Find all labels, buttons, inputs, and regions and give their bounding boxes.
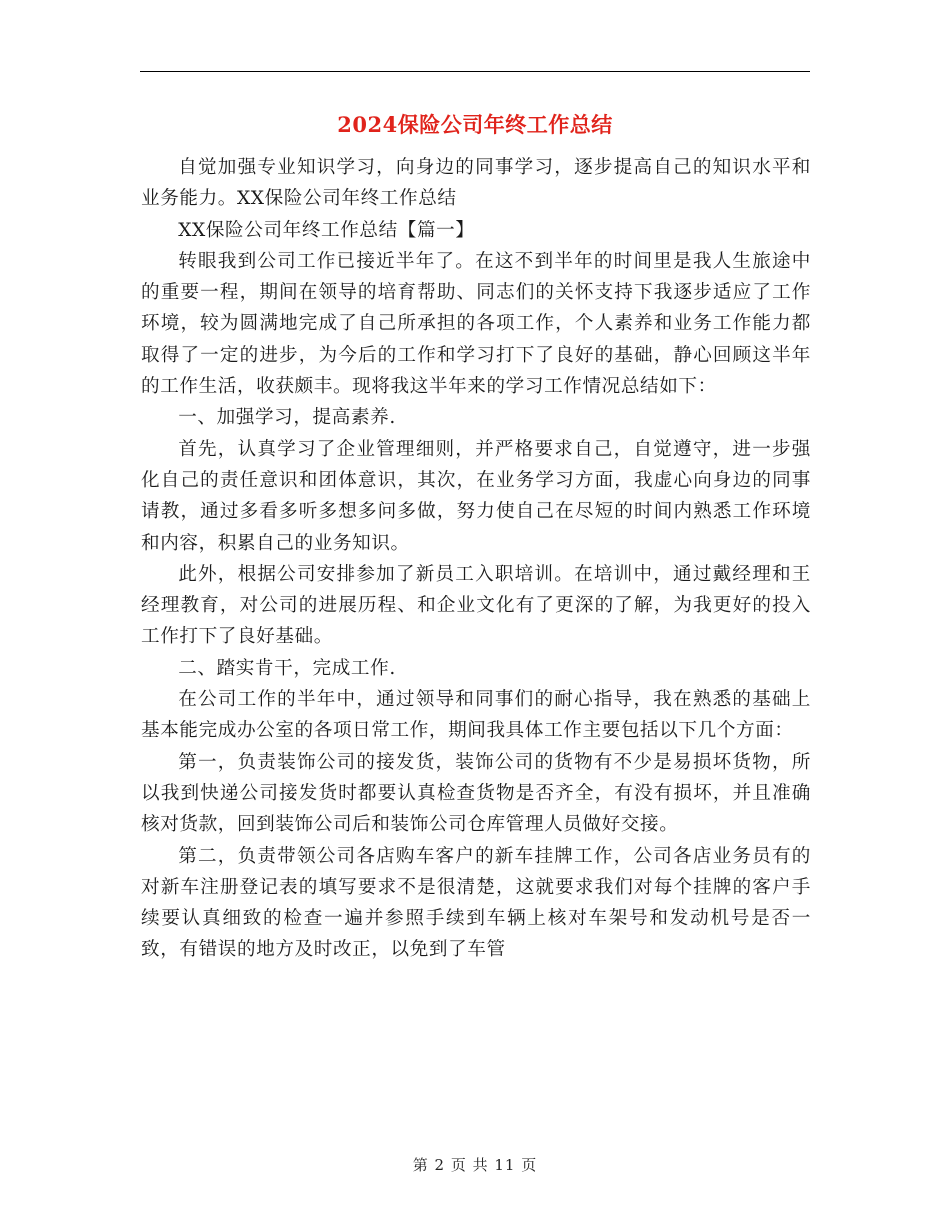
document-body xyxy=(141,152,811,966)
paragraph-overview: 转眼我到公司工作已接近半年了。在这不到半年的时间里是我人生旅途中的重要一程，期间在领导的培育帮助、同志们的关怀支持下我逐步适应了工作环境，较为圆满地完成了自己所承担的各项工作，个人素养和业务工作能力都取得了一定的进步，为今后的工作和学习打下了良好的基础，静心回顾这半年的工作生活，收获颇丰。现将我这半年来的学习工作情况总结如下： xyxy=(141,250,811,398)
section-heading-part-one: XX保险公司年终工作总结【篇一】 xyxy=(178,219,475,241)
paragraph-study: 首先，认真学习了企业管理细则，并严格要求自己，自觉遵守，进一步强化自己的责任意识和团体意识，其次，在业务学习方面，我虚心向身边的同事请教，通过多看多听多想多问多做，努力使自己在尽短的时间内熟悉工作环境和内容，积累自己的业务知识。 xyxy=(141,438,811,554)
paragraph-item-first: 第一，负责装饰公司的接发货，装饰公司的货物有不少是易损坏货物，所以我到快递公司接发货时都要认真检查货物是否齐全，有没有损坏，并且准确核对货款，回到装饰公司后和装饰公司仓库管理人员做好交接。 xyxy=(141,751,811,836)
header-rule xyxy=(140,71,810,72)
section-heading-work: 二、踏实肯干，完成工作. xyxy=(178,657,396,679)
page-number: 第 2 页 共 11 页 xyxy=(412,1156,538,1174)
paragraph-item-second: 第二，负责带领公司各店购车客户的新车挂牌工作，公司各店业务员有的对新车注册登记表的填写要求不是很清楚，这就要求我们对每个挂牌的客户手续要认真细致的检查一遍并参照手续到车辆上核对车架号和发动机号是否一致，有错误的地方及时改正，以免到了车管 xyxy=(141,845,811,961)
paragraph-training: 此外，根据公司安排参加了新员工入职培训。在培训中，通过戴经理和王经理教育，对公司的进展历程、和企业文化有了更深的了解，为我更好的投入工作打下了良好基础。 xyxy=(141,563,811,648)
document-title: 2024保险公司年终工作总结 xyxy=(337,112,613,137)
paragraph-work-intro: 在公司工作的半年中，通过领导和同事们的耐心指导，我在熟悉的基础上基本能完成办公室的各项日常工作，期间我具体工作主要包括以下几个方面： xyxy=(141,689,811,742)
section-heading-study: 一、加强学习，提高素养. xyxy=(178,407,396,429)
paragraph-intro: 自觉加强专业知识学习，向身边的同事学习，逐步提高自己的知识水平和业务能力。XX保险公司年终工作总结 xyxy=(141,157,811,210)
